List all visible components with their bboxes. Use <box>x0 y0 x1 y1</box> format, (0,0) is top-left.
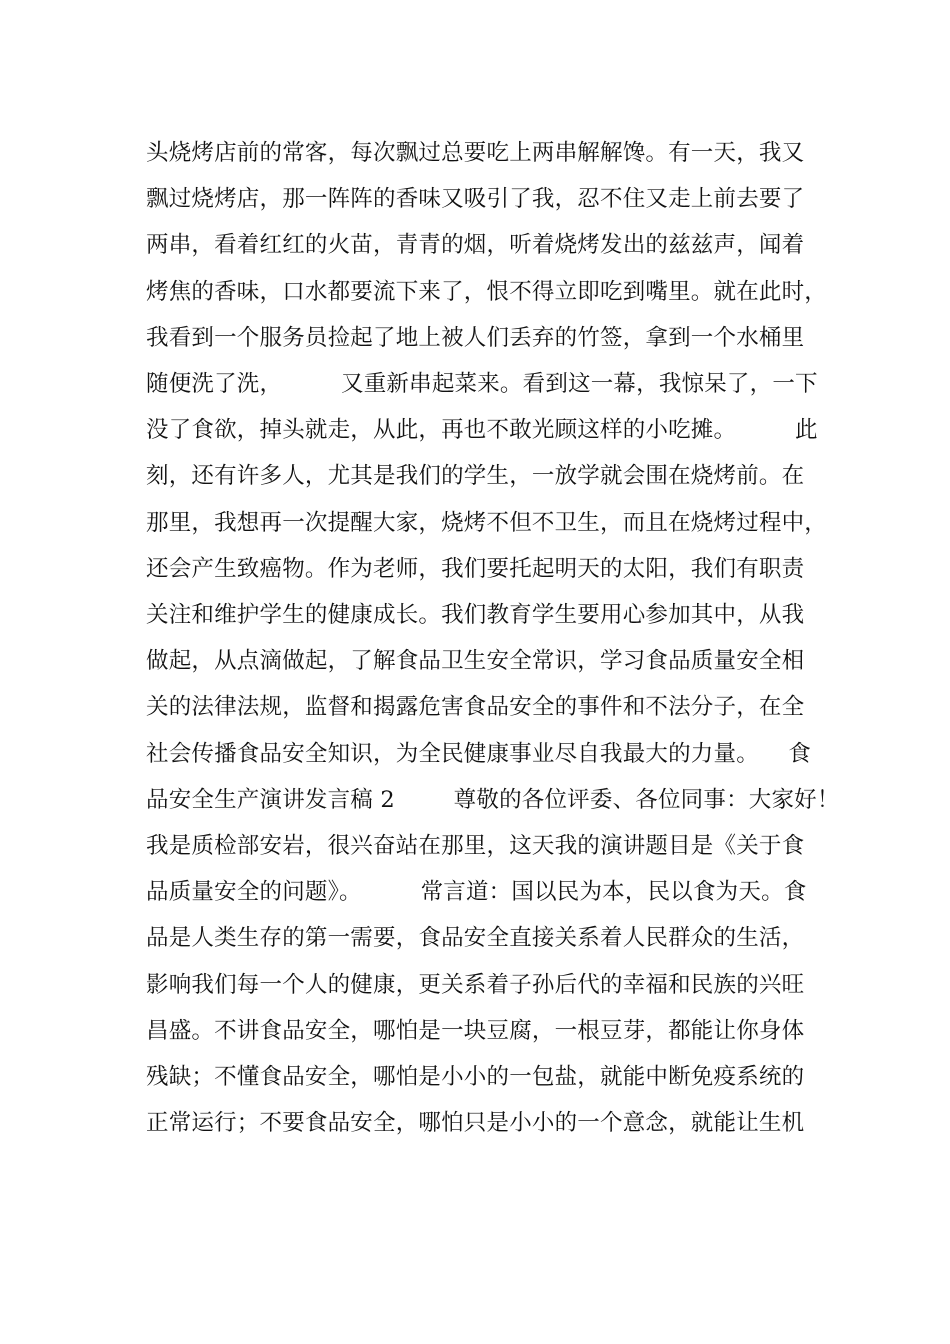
text-line: 头烧烤店前的常客，每次飘过总要吃上两串解解馋。有一天，我又 <box>146 140 805 166</box>
text-line: 烤焦的香味，口水都要流下来了，恨不得立即吃到嘴里。就在此时， <box>146 278 828 305</box>
text-line: 还会产生致癌物。作为老师，我们要托起明天的太阳，我们有职责 <box>146 555 805 582</box>
text-line: 昌盛。不讲食品安全，哪怕是一块豆腐，一根豆芽，都能让你身体 <box>146 1017 805 1044</box>
text-line: 社会传播食品安全知识，为全民健康事业尽自我最大的力量。 食 <box>146 740 812 767</box>
text-line: 正常运行；不要食品安全，哪怕只是小小的一个意念，就能让生机 <box>146 1110 805 1137</box>
text-line: 关的法律法规，监督和揭露危害食品安全的事件和不法分子，在全 <box>146 694 805 721</box>
text-line: 那里，我想再一次提醒大家，烧烤不但不卫生，而且在烧烤过程中， <box>146 509 828 536</box>
text-line: 随便洗了洗， 又重新串起菜来。看到这一幕，我惊呆了，一下 <box>146 371 818 397</box>
text-line: 我看到一个服务员捡起了地上被人们丢弃的竹签，拿到一个水桶里 <box>146 324 805 351</box>
text-line: 品是人类生存的第一需要，食品安全直接关系着人民群众的生活， <box>146 925 805 952</box>
text-line: 关注和维护学生的健康成长。我们教育学生要用心参加其中，从我 <box>146 602 805 628</box>
text-line: 刻，还有许多人，尤其是我们的学生，一放学就会围在烧烤前。在 <box>146 463 805 490</box>
text-line: 两串，看着红红的火苗，青青的烟，听着烧烤发出的兹兹声，闻着 <box>146 232 805 259</box>
text-line: 飘过烧烤店，那一阵阵的香味又吸引了我，忍不住又走上前去要了 <box>146 186 805 213</box>
text-line: 品安全生产演讲发言稿 2 尊敬的各位评委、各位同事：大家好！ <box>146 786 840 813</box>
text-line: 残缺；不懂食品安全，哪怕是小小的一包盐，就能中断免疫系统的 <box>146 1064 805 1090</box>
text-line: 影响我们每一个人的健康，更关系着子孙后代的幸福和民族的兴旺 <box>146 971 805 998</box>
text-line: 没了食欲，掉头就走，从此，再也不敢光顾这样的小吃摊。 此 <box>146 417 818 444</box>
text-line: 品质量安全的问题》。 常言道：国以民为本，民以食为天。食 <box>146 879 807 906</box>
text-line: 做起，从点滴做起，了解食品卫生安全常识，学习食品质量安全相 <box>146 648 805 675</box>
text-line: 我是质检部安岩，很兴奋站在那里，这天我的演讲题目是《关于食 <box>146 833 805 859</box>
